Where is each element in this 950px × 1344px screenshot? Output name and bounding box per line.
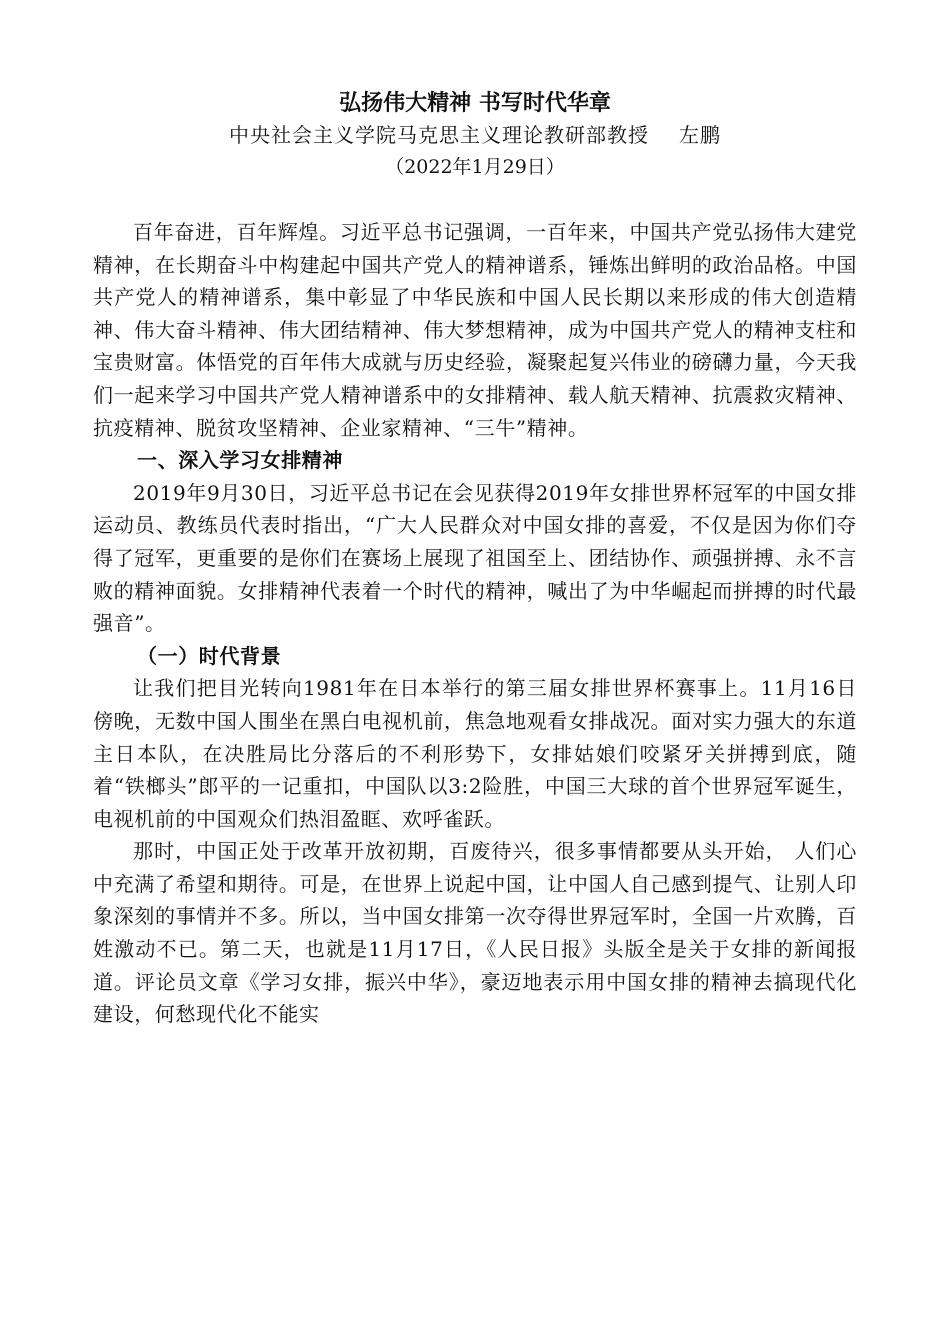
- document-date: （2022年1月29日）: [385, 156, 565, 178]
- subsection-paragraph: 让我们把目光转向1981年在日本举行的第三届女排世界杯赛事上。11月16日傍晚，无数中国人围坐在黑白电视机前，焦急地观看女排战况。面对实力强大的东道主日本队，在决胜局比分落后的不利形势下，女排姑娘们咬紧牙关拼搏到底，随着“铁榔头”郎平的一记重扣，中国队以3:2险胜，中国三大球的首个世界冠军诞生，电视机前的中国观众们热泪盈眶、欢呼雀跃。: [93, 676, 857, 831]
- subsection-paragraph: 那时，中国正处于改革开放初期，百废待兴，很多事情都要从头开始， 人们心中充满了希望和期待。可是，在世界上说起中国，让中国人自己感到提气、让别人印象深刻的事情并不多。所以，当中国女排第一次夺得世界冠军时，全国一片欢腾，百姓激动不已。第二天，也就是11月17日，《人民日报》头版全是关于女排的新闻报道。评论员文章《学习女排，振兴中华》，豪迈地表示用中国女排的精神去搞现代化建设，何愁现代化不能实: [93, 839, 857, 1027]
- author-name: 左鹏: [679, 123, 721, 147]
- subsection-heading: （一）时代背景: [137, 643, 282, 668]
- section-heading: 一、深入学习女排精神: [137, 448, 343, 473]
- intro-paragraph: 百年奋进，百年辉煌。习近平总书记强调，一百年来，中国共产党弘扬伟大建党精神，在长期奋斗中构建起中国共产党人的精神谱系，锤炼出鲜明的政治品格。中国共产党人的精神谱系，集中彰显了中华民族和中国人民长期以来形成的伟大创造精神、伟大奋斗精神、伟大团结精神、伟大梦想精神，成为中国共产党人的精神支柱和宝贵财富。体悟党的百年伟大成就与历史经验，凝聚起复兴伟业的磅礴力量，今天我们一起来学习中国共产党人精神谱系中的女排精神、载人航天精神、抗震救灾精神、抗疫精神、脱贫攻坚精神、企业家精神、“三牛”精神。: [93, 220, 857, 440]
- section-paragraph: 2019年9月30日，习近平总书记在会见获得2019年女排世界杯冠军的中国女排运动员、教练员代表时指出，“广大人民群众对中国女排的喜爱，不仅是因为你们夺得了冠军，更重要的是你们在赛场上展现了祖国至上、团结协作、顽强拼搏、永不言败的精神面貌。女排精神代表着一个时代的精神，喊出了为中华崛起而拼搏的时代最强音”。: [93, 480, 857, 636]
- author-affiliation: 中央社会主义学院马克思主义理论教研部教授: [229, 123, 649, 147]
- author-byline: [0, 120, 950, 150]
- document-body: [93, 216, 857, 1031]
- document-title: 弘扬伟大精神 书写时代华章: [339, 90, 611, 116]
